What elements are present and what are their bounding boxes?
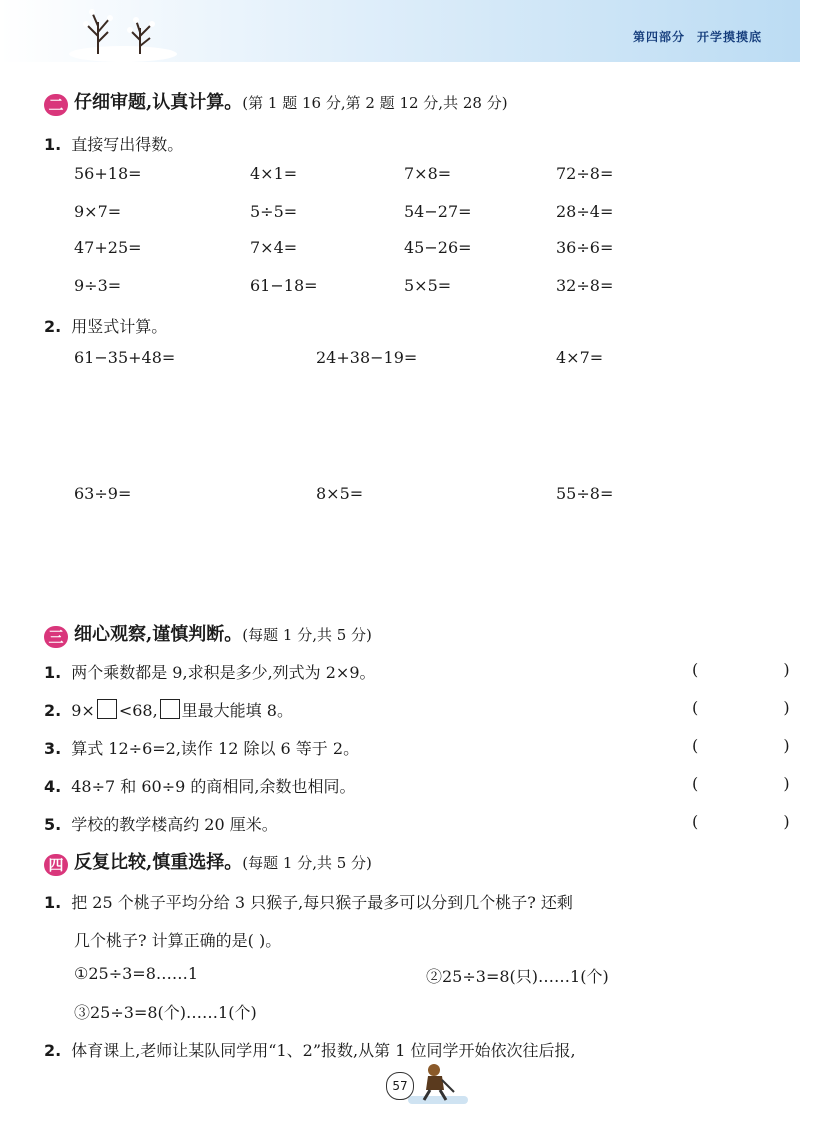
choice-option[interactable]: ②25÷3=8(只)……1(个)	[426, 967, 609, 986]
calc-item: 5÷5=	[250, 202, 298, 221]
calc-item: 28÷4=	[556, 202, 614, 221]
question-number: 2.	[44, 317, 62, 336]
vertical-calc-item: 55÷8=	[556, 484, 614, 503]
question-number: 1.	[44, 663, 62, 682]
calc-item: 54−27=	[404, 202, 472, 221]
header-title	[621, 28, 762, 45]
question-text: 学校的教学楼高约 20 厘米。	[71, 815, 278, 834]
question-text: 用竖式计算。	[71, 317, 168, 336]
question-text: <68,	[118, 701, 158, 720]
vertical-calc-item: 63÷9=	[74, 484, 132, 503]
judge-item	[44, 812, 278, 835]
calc-item: 56+18=	[74, 164, 142, 183]
question-number: 2.	[44, 1041, 62, 1060]
question-number: 2.	[44, 701, 62, 720]
question-text: 体育课上,老师让某队同学用“1、2”报数,从第 1 位同学开始依次往后报,	[71, 1041, 576, 1060]
snowy-trees-icon	[68, 2, 178, 62]
section3-heading	[44, 620, 372, 648]
question-number: 3.	[44, 739, 62, 758]
calc-item: 9×7=	[74, 202, 122, 221]
page-header	[0, 0, 800, 62]
section3-note: (每题 1 分,共 5 分)	[242, 626, 372, 644]
calc-item: 7×8=	[404, 164, 452, 183]
question-number: 5.	[44, 815, 62, 834]
calc-item: 61−18=	[250, 276, 318, 295]
answer-paren[interactable]: ( )	[692, 812, 830, 831]
calc-item: 47+25=	[74, 238, 142, 257]
blank-box	[97, 699, 117, 719]
choice-q1-line2: 几个桃子? 计算正确的是( )。	[74, 931, 282, 950]
section2-q1	[44, 132, 183, 155]
vertical-calc-item: 24+38−19=	[316, 348, 418, 367]
answer-paren[interactable]: ( )	[692, 660, 830, 679]
calc-item: 4×1=	[250, 164, 298, 183]
calc-item: 32÷8=	[556, 276, 614, 295]
skater-icon	[414, 1062, 458, 1106]
choice-option[interactable]: ③25÷3=8(个)……1(个)	[74, 1003, 257, 1022]
section4-heading	[44, 848, 372, 876]
choice-q2-line1	[44, 1038, 576, 1061]
question-text: 里最大能填 8。	[181, 701, 293, 720]
calc-item: 7×4=	[250, 238, 298, 257]
section2-title: 仔细审题,认真计算。	[74, 92, 243, 113]
question-text: 9×	[71, 701, 95, 720]
question-number: 1.	[44, 135, 62, 154]
calc-item: 45−26=	[404, 238, 472, 257]
question-text: 两个乘数都是 9,求积是多少,列式为 2×9。	[71, 663, 376, 682]
choice-option[interactable]: ①25÷3=8……1	[74, 964, 199, 983]
section2-q2	[44, 314, 167, 337]
judge-item	[44, 698, 293, 721]
judge-item	[44, 660, 376, 683]
section4-title: 反复比较,慎重选择。	[74, 852, 243, 873]
answer-paren[interactable]: ( )	[692, 774, 830, 793]
judge-item	[44, 774, 355, 797]
section4-note: (每题 1 分,共 5 分)	[242, 854, 372, 872]
calc-item: 5×5=	[404, 276, 452, 295]
question-number: 1.	[44, 893, 62, 912]
section2-note: (第 1 题 16 分,第 2 题 12 分,共 28 分)	[242, 94, 508, 112]
header-part: 第四部分	[632, 30, 685, 44]
vertical-calc-item: 61−35+48=	[74, 348, 176, 367]
answer-paren[interactable]: ( )	[692, 736, 830, 755]
blank-box	[160, 699, 180, 719]
choice-q1-line1	[44, 890, 573, 913]
calc-item: 9÷3=	[74, 276, 122, 295]
question-text: 把 25 个桃子平均分给 3 只猴子,每只猴子最多可以分到几个桃子? 还剩	[71, 893, 573, 912]
question-text: 48÷7 和 60÷9 的商相同,余数也相同。	[71, 777, 356, 796]
section2-heading	[44, 88, 508, 116]
section4-badge: 四	[44, 854, 68, 876]
calc-item: 36÷6=	[556, 238, 614, 257]
page-number: 57	[386, 1072, 414, 1100]
section3-badge: 三	[44, 626, 68, 648]
question-number: 4.	[44, 777, 62, 796]
vertical-calc-item: 8×5=	[316, 484, 364, 503]
vertical-calc-item: 4×7=	[556, 348, 604, 367]
section2-badge: 二	[44, 94, 68, 116]
header-name: 开学摸摸底	[696, 30, 762, 44]
calc-item: 72÷8=	[556, 164, 614, 183]
section3-title: 细心观察,谨慎判断。	[74, 624, 243, 645]
judge-item	[44, 736, 359, 759]
question-text: 算式 12÷6=2,读作 12 除以 6 等于 2。	[71, 739, 360, 758]
answer-paren[interactable]: ( )	[692, 698, 830, 717]
question-text: 直接写出得数。	[71, 135, 184, 154]
